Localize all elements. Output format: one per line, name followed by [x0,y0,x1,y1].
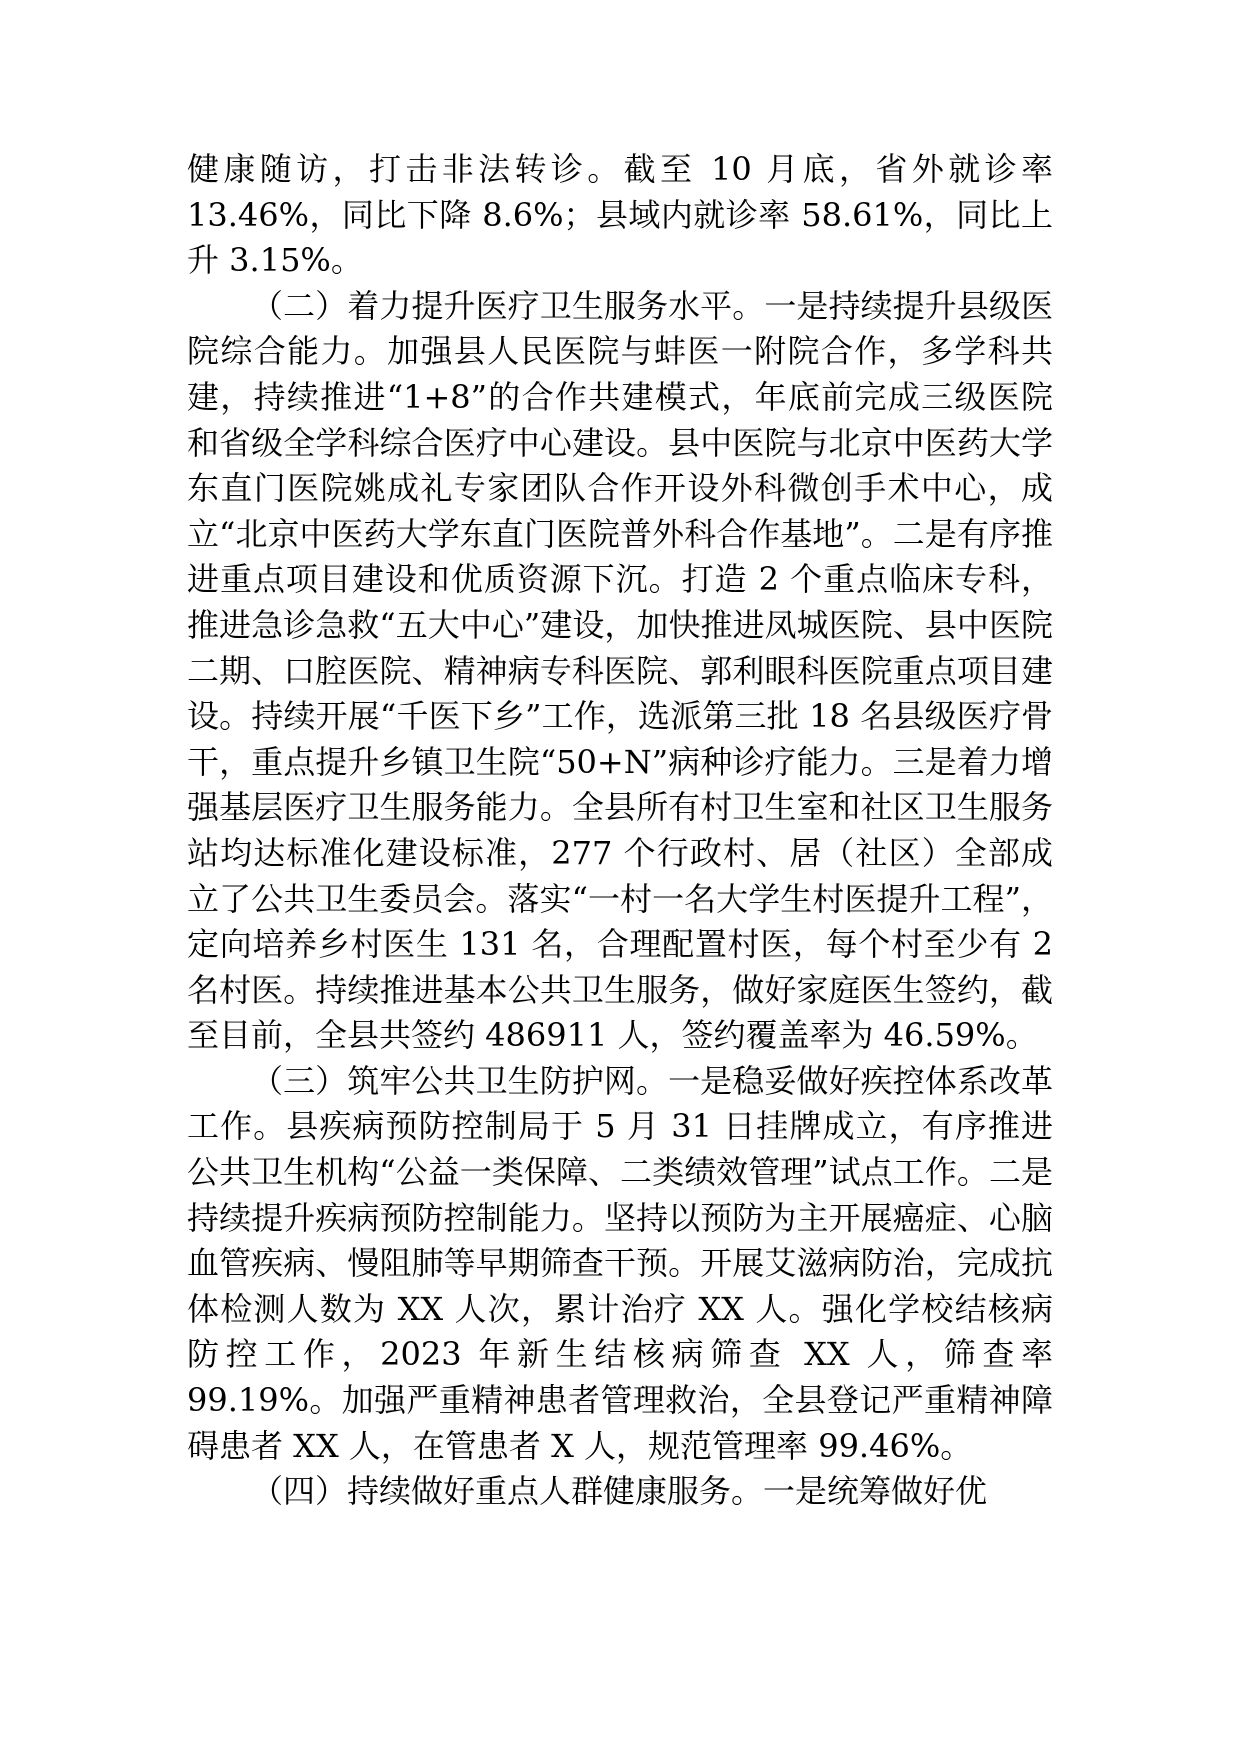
paragraph-public-health: （三）筑牢公共卫生防护网。一是稳妥做好疾控体系改革工作。县疾病预防控制局于 5 月 31 日挂牌成立，有序推进公共卫生机构“公益一类保障、二类绩效管理”试点工作。二是持续提升疾病预防控制能力。坚持以预防为主开展癌症、心脑血管疾病、慢阻肺等早期筛查干预。开展艾滋病防治，完成抗体检测人数为 XX 人次，累计治疗 XX 人。强化学校结核病防控工作，2023 年新生结核病筛查 XX 人，筛查率 99.19%。加强严重精神患者管理救治，全县登记严重精神障碍患者 XX 人，在管患者 X 人，规范管理率 99.46%。 [187,1061,1053,1465]
paragraph-key-population: （四）持续做好重点人群健康服务。一是统筹做好优 [251,1472,988,1511]
paragraph-medical-service: （二）着力提升医疗卫生服务水平。一是持续提升县级医院综合能力。加强县人民医院与蚌医一附院合作，多学科共建，持续推进“1+8”的合作共建模式，年底前完成三级医院和省级全学科综合医疗中心建设。县中医院与北京中医药大学东直门医院姚成礼专家团队合作开设外科微创手术中心，成立“北京中医药大学东直门医院普外科合作基地”。二是有序推进重点项目建设和优质资源下沉。打造 2 个重点临床专科，推进急诊急救“五大中心”建设，加快推进凤城医院、县中医院二期、口腔医院、精神病专科医院、郭利眼科医院重点项目建设。持续开展“千医下乡”工作，选派第三批 18 名县级医疗骨干，重点提升乡镇卫生院“50+N”病种诊疗能力。三是着力增强基层医疗卫生服务能力。全县所有村卫生室和社区卫生服务站均达标准化建设标准，277 个行政村、居（社区）全部成立了公共卫生委员会。落实“一村一名大学生村医提升工程”，定向培养乡村医生 131 名，合理配置村医，每个村至少有 2 名村医。持续推进基本公共卫生服务，做好家庭医生签约，截至目前，全县共签约 486911 人，签约覆盖率为 46.59%。 [187,286,1053,1055]
paragraph-continuation: 健康随访，打击非法转诊。截至 10 月底，省外就诊率 13.46%，同比下降 8.6%；县域内就诊率 58.61%，同比上升 3.15%。 [187,150,1053,280]
document-body [187,147,1053,1515]
